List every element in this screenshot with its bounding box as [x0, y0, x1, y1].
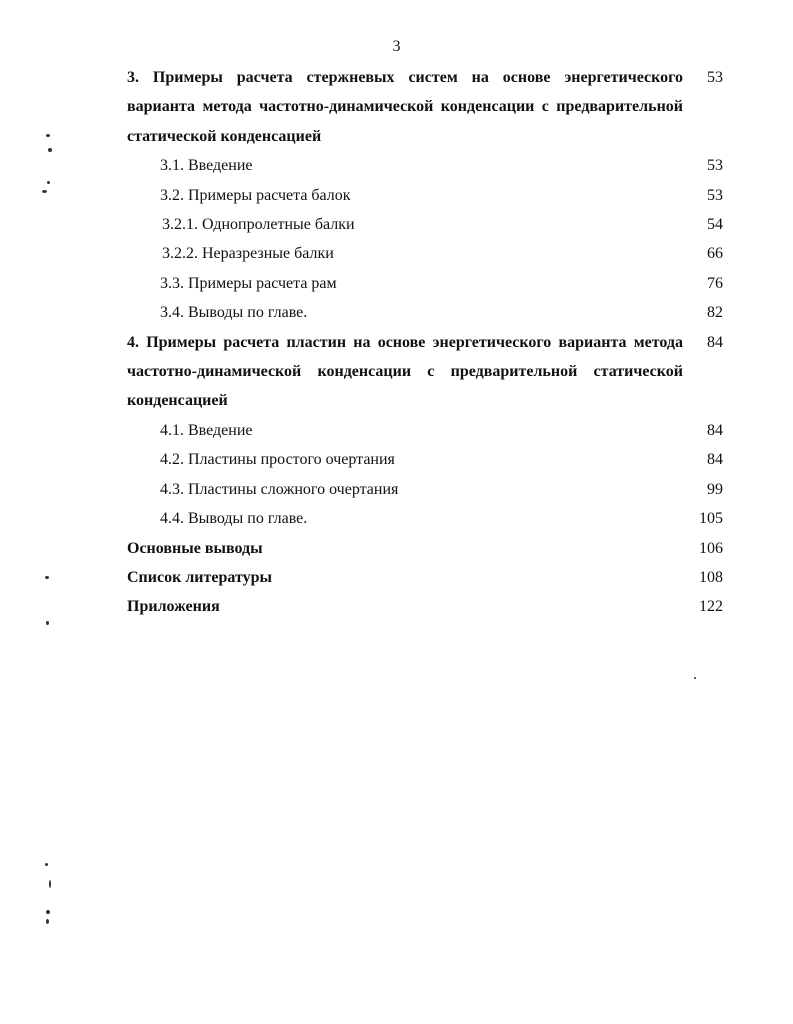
toc-entry-title: 4. Примеры расчета пластин на основе энергетического варианта метода частотно-динамической конденсации с предварительной статической конденсацией	[127, 333, 683, 410]
scan-speck	[49, 880, 51, 888]
toc-entry-references	[127, 563, 723, 592]
toc-entry-4-4	[127, 504, 723, 533]
toc-entry-page: 53	[707, 69, 723, 86]
toc-entry-title: 3.3. Примеры расчета рам	[160, 274, 337, 292]
toc-entry-title: Основные выводы	[127, 539, 263, 557]
toc-entry-title: 3.1. Введение	[160, 157, 253, 175]
scan-speck	[48, 148, 52, 152]
toc-entry-title: Список литературы	[127, 568, 272, 586]
toc-entry-4-3	[127, 475, 723, 504]
table-of-contents	[127, 63, 723, 622]
toc-entry-title: 4.4. Выводы по главе.	[160, 510, 308, 528]
scan-speck	[45, 576, 49, 579]
toc-entry-page: 105	[699, 510, 723, 528]
toc-entry-page: 84	[707, 421, 723, 439]
toc-entry-page: 99	[707, 480, 723, 498]
toc-entry-page: 66	[707, 245, 723, 263]
toc-entry-3-4	[127, 298, 723, 327]
scan-speck	[45, 863, 48, 866]
toc-entry-title: 3. Примеры расчета стержневых систем на основе энергетического варианта метода частотно-динамической конденсации с предварительной статической конденсацией	[127, 69, 683, 145]
toc-entry-page: 106	[699, 539, 723, 557]
toc-entry-title: 4.3. Пластины сложного очертания	[160, 480, 399, 498]
page-number: 3	[392, 38, 401, 55]
toc-entry-page: 84	[707, 333, 723, 351]
scan-speck	[694, 677, 696, 679]
toc-entry-4-1	[127, 416, 723, 445]
toc-entry-3-1	[127, 151, 723, 180]
toc-entry-page: 76	[707, 274, 723, 292]
toc-entry-page: 53	[707, 186, 723, 204]
toc-entry-page: 84	[707, 451, 723, 469]
toc-entry-title: 4.2. Пластины простого очертания	[160, 451, 395, 469]
toc-entry-conclusions	[127, 534, 723, 563]
toc-entry-chapter-3	[127, 63, 723, 151]
toc-entry-title: Приложения	[127, 598, 220, 616]
toc-entry-page: 82	[707, 304, 723, 322]
toc-entry-appendices	[127, 592, 723, 621]
toc-entry-page: 108	[699, 568, 723, 586]
scan-speck	[46, 621, 49, 625]
scan-speck	[46, 134, 50, 137]
toc-entry-3-2-2	[127, 239, 723, 268]
scan-speck	[46, 919, 49, 924]
toc-entry-page: 122	[699, 598, 723, 616]
toc-entry-chapter-4	[127, 328, 723, 416]
toc-entry-title: 3.4. Выводы по главе.	[160, 304, 308, 322]
toc-entry-page: 53	[707, 157, 723, 175]
toc-entry-3-2-1	[127, 210, 723, 239]
scan-speck	[42, 190, 47, 193]
scan-speck	[47, 181, 50, 184]
toc-entry-title: 3.2. Примеры расчета балок	[160, 186, 351, 204]
toc-entry-4-2	[127, 445, 723, 474]
toc-entry-3-3	[127, 269, 723, 298]
toc-entry-title: 3.2.2. Неразрезные балки	[162, 245, 334, 263]
toc-entry-page: 54	[707, 216, 723, 234]
toc-entry-title: 3.2.1. Однопролетные балки	[162, 216, 355, 234]
scan-speck	[46, 910, 50, 914]
toc-entry-3-2	[127, 181, 723, 210]
toc-entry-title: 4.1. Введение	[160, 421, 253, 439]
